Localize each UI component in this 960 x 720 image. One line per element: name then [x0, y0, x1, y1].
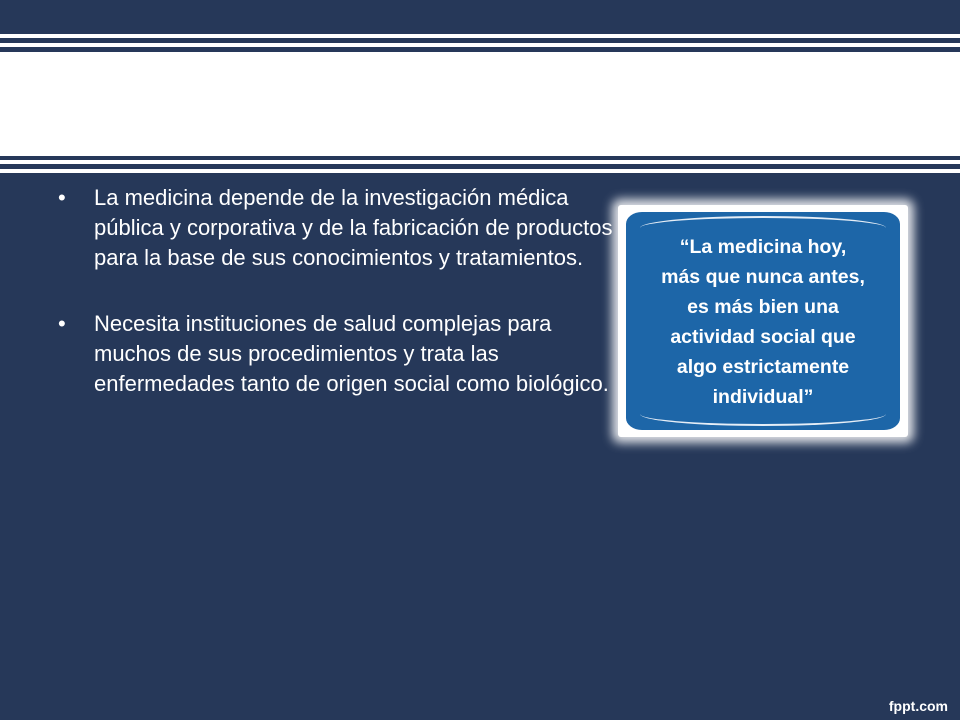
bullet-item [56, 309, 616, 399]
bullet-text: Necesita instituciones de salud complejas para muchos de sus procedimientos y trata las enfermedades tanto de origen social como biológico. [94, 311, 609, 396]
top-stripe-1 [0, 34, 960, 38]
bullet-symbol: • [58, 311, 66, 336]
bullet-item [56, 183, 616, 273]
footer-brand: fppt.com [888, 698, 948, 714]
quote-text: “La medicina hoy, más que nunca antes, es más bien una actividad social que algo estrictamente individual” [661, 236, 865, 408]
quote-frame-top [640, 216, 886, 228]
quote-frame-bottom [640, 414, 886, 426]
title-band [0, 52, 960, 156]
top-stripe-2 [0, 43, 960, 47]
bullet-text: La medicina depende de la investigación médica pública y corporativa y de la fabricación de productos para la base de sus conocimientos y tratamientos. [94, 185, 613, 270]
bottom-stripe-2 [0, 169, 960, 173]
bottom-stripe-1 [0, 160, 960, 164]
quote-image [626, 212, 900, 430]
bullet-symbol: • [58, 185, 66, 210]
bullet-list [56, 183, 616, 435]
